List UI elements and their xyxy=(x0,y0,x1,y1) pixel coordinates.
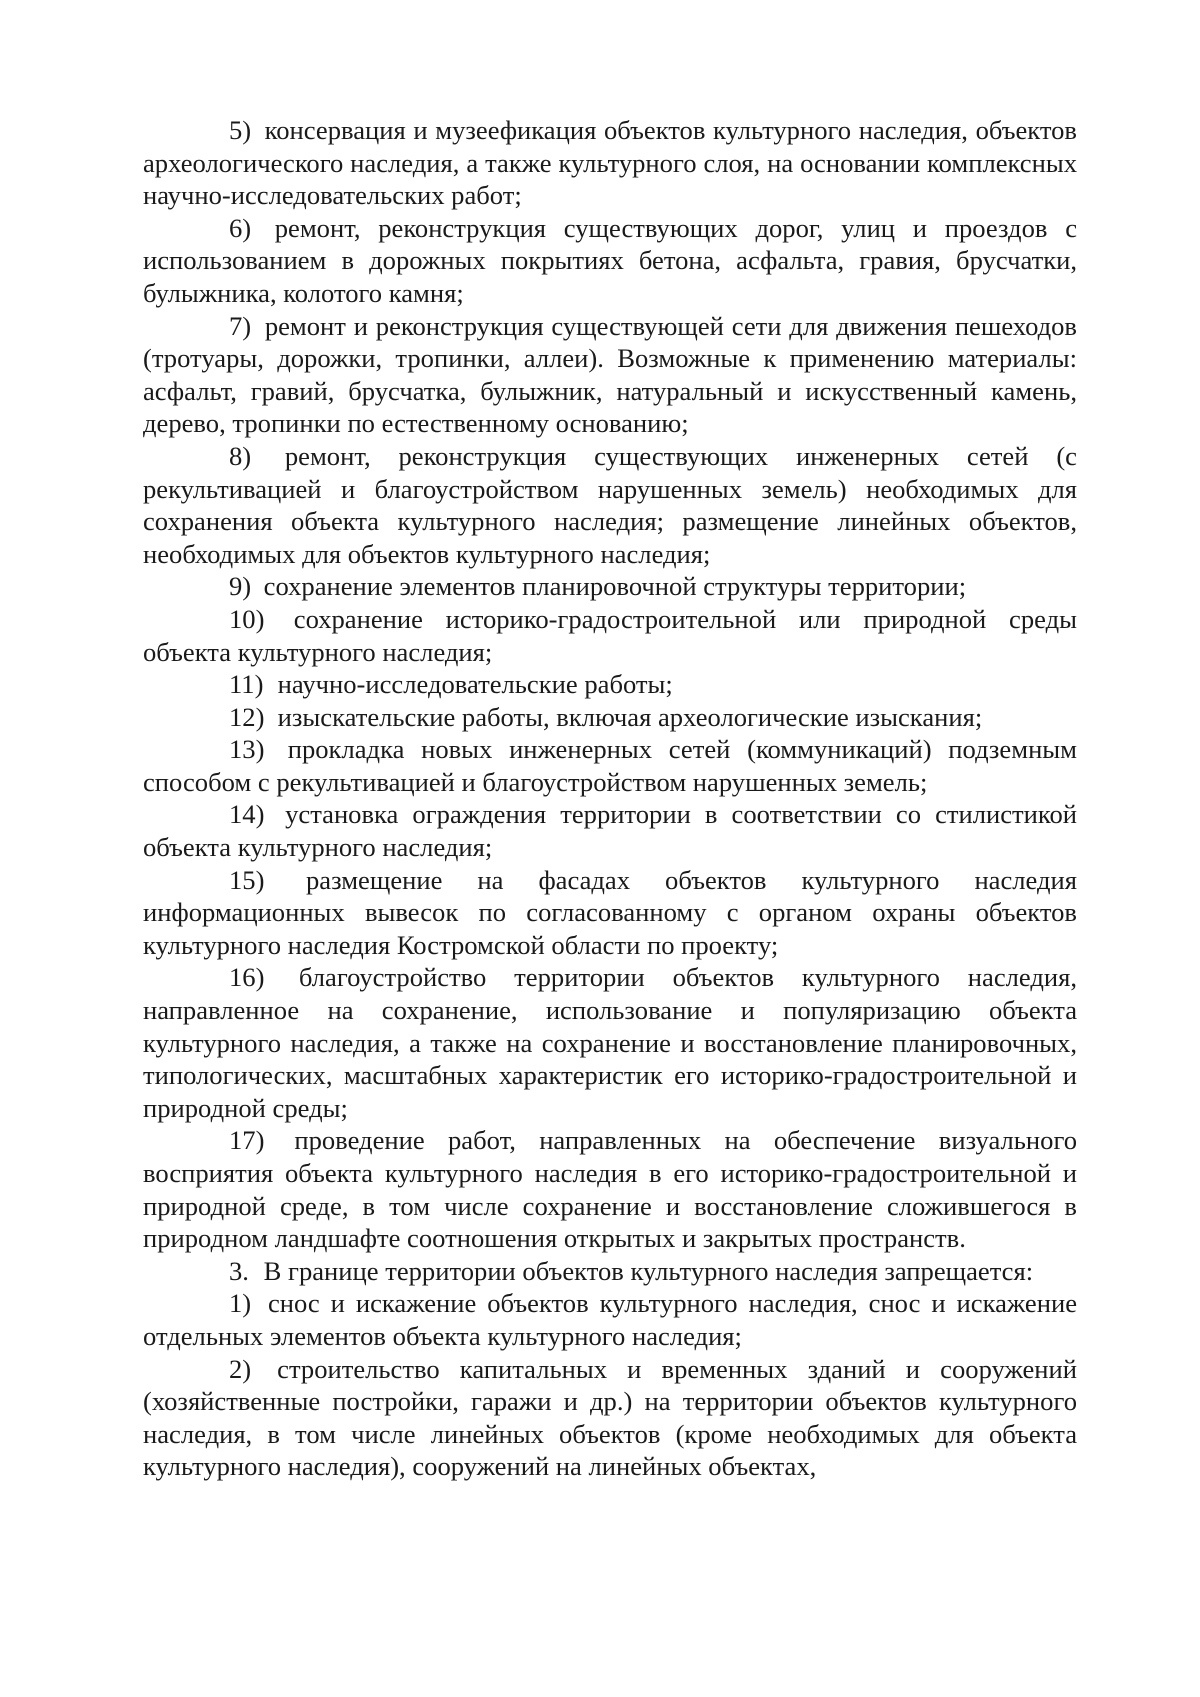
item-text: сохранение элементов планировочной структуры территории; xyxy=(263,571,967,602)
document-page xyxy=(143,114,1077,1483)
item-text: научно-исследовательские работы; xyxy=(277,669,673,700)
list-item xyxy=(143,114,1077,212)
item-number: 11) xyxy=(229,669,264,700)
item-number: 13) xyxy=(229,734,265,765)
item-number: 17) xyxy=(229,1125,265,1156)
list-item xyxy=(143,1124,1077,1254)
item-text: сохранение историко-градостроительной или природной среды объекта культурного наследия; xyxy=(143,603,1078,667)
item-text: консервация и музеефикация объектов культурного наследия, объектов археологического наследия, а также культурного слоя, на основании комплексных научно-исследовательских работ; xyxy=(143,115,1077,211)
list-item xyxy=(143,310,1077,440)
item-text: прокладка новых инженерных сетей (коммуникаций) подземным способом с рекультивацией и благоустройством нарушенных земель; xyxy=(143,734,1077,797)
list-item xyxy=(143,798,1077,863)
list-item xyxy=(143,603,1077,668)
list-item xyxy=(143,961,1077,1124)
item-number: 7) xyxy=(229,310,252,341)
item-number: 16) xyxy=(229,962,265,993)
section-number: 3. xyxy=(229,1255,249,1286)
item-number: 10) xyxy=(229,603,265,634)
section-heading xyxy=(143,1255,1077,1288)
item-text: ремонт, реконструкция существующих инженерных сетей (с рекультивацией и благоустройством нарушенных земель) необходимых для сохранения объекта культурного наследия; размещение линейных объектов, необходимых для объектов культурного наследия; xyxy=(143,440,1077,569)
item-text: установка ограждения территории в соответствии со стилистикой объекта культурного наследия; xyxy=(143,799,1077,863)
list-item xyxy=(143,570,1077,603)
item-number: 9) xyxy=(229,571,252,602)
list-item xyxy=(143,864,1077,962)
prohibition-item xyxy=(143,1353,1077,1483)
item-text: строительство капитальных и временных зданий и сооружений (хозяйственные постройки, гаражи и др.) на территории объектов культурного наследия, в том числе линейных объектов (кроме необходимых для объекта культурного наследия), сооружений на линейных объектах, xyxy=(143,1353,1077,1482)
item-text: благоустройство территории объектов культурного наследия, направленное на сохранение, использование и популяризацию объекта культурного наследия, а также на сохранение и восстановление планировочных, типологических, масштабных характеристик его историко-градостроительной и природной среды; xyxy=(143,962,1077,1123)
list-item xyxy=(143,440,1077,570)
prohibition-item xyxy=(143,1287,1077,1352)
section-text: В границе территории объектов культурного наследия запрещается: xyxy=(263,1255,1034,1286)
item-text: ремонт и реконструкция существующей сети для движения пешеходов (тротуары, дорожки, тропинки, аллеи). Возможные к применению материалы: асфальт, гравий, брусчатка, булыжник, натуральный и искусственный камень, дерево, тропинки по естественному основанию; xyxy=(143,310,1077,439)
item-number: 2) xyxy=(229,1353,252,1384)
item-text: размещение на фасадах объектов культурного наследия информационных вывесок по согласованному с органом охраны объектов культурного наследия Костромской области по проекту; xyxy=(143,864,1077,960)
item-text: изыскательские работы, включая археологические изыскания; xyxy=(277,701,983,732)
list-item xyxy=(143,701,1077,734)
item-number: 6) xyxy=(229,212,252,243)
list-item xyxy=(143,668,1077,701)
item-number: 1) xyxy=(229,1288,252,1319)
item-number: 14) xyxy=(229,799,265,830)
item-number: 8) xyxy=(229,440,252,471)
item-number: 15) xyxy=(229,864,265,895)
list-item xyxy=(143,212,1077,310)
item-text: ремонт, реконструкция существующих дорог, улиц и проездов с использованием в дорожных покрытиях бетона, асфальта, гравия, брусчатки, булыжника, колотого камня; xyxy=(143,212,1077,308)
item-number: 12) xyxy=(229,701,265,732)
item-text: снос и искажение объектов культурного наследия, снос и искажение отдельных элементов объекта культурного наследия; xyxy=(143,1288,1077,1351)
list-item xyxy=(143,733,1077,798)
item-number: 5) xyxy=(229,115,252,145)
item-text: проведение работ, направленных на обеспечение визуального восприятия объекта культурного наследия в его историко-градостроительной и природной среде, в том числе сохранение и восстановление сложившегося в природном ландшафте соотношения открытых и закрытых пространств. xyxy=(143,1125,1077,1254)
